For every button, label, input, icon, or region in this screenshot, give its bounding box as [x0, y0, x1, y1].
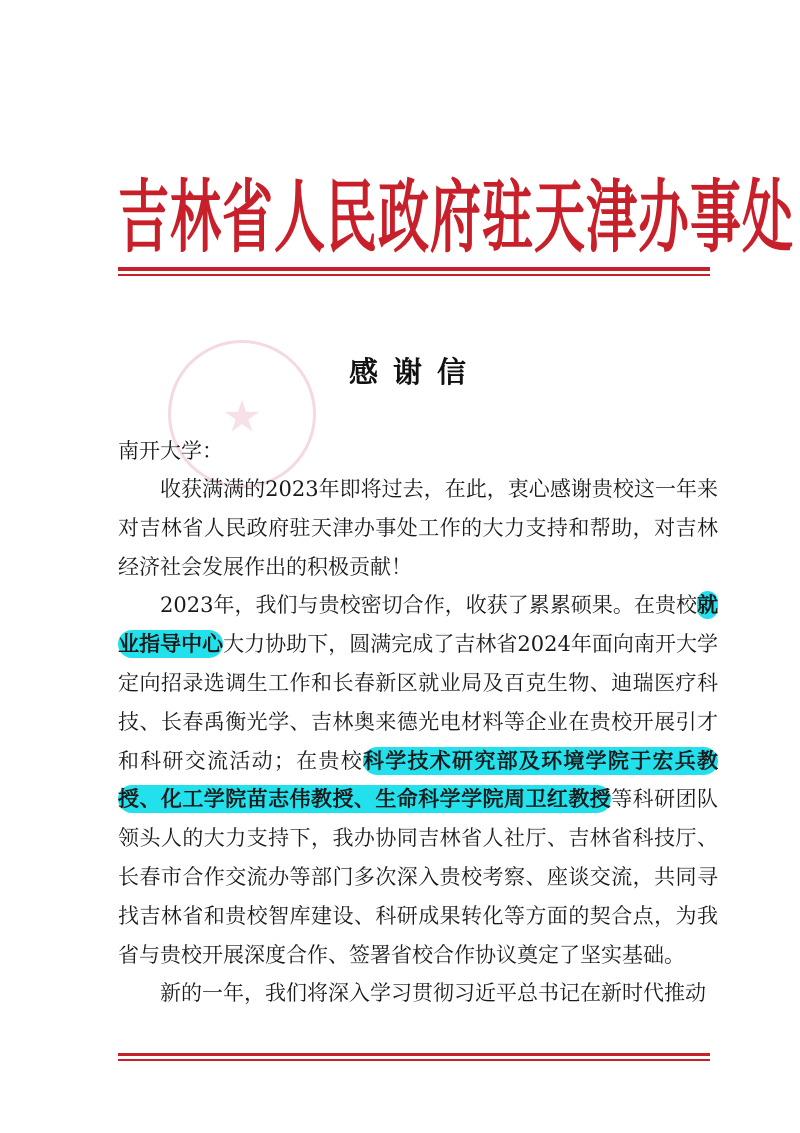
paragraph-2-text-2: 大力协助下，圆满完成了吉林省2024年面向南开大学定向招录选调生工作和长春新区就业局及百克生物、迪瑞医疗科技、长春禹衡光学、吉林奥来德光电材料等企业在贵校开展引才和科研交流活动；在贵校: [118, 632, 718, 773]
paragraph-2-text-1: 2023年，我们与贵校密切合作，收获了累累硕果。在贵校: [160, 593, 697, 618]
letter-body: [118, 432, 718, 1013]
salutation: 南开大学：: [118, 439, 223, 463]
highlight-research-teams: 科学技术研究部及环境学院于宏兵教授、化工学院苗志伟教授、生命科学学院周卫红教授: [118, 748, 719, 812]
letterhead-title: 吉林省人民政府驻天津办事处: [118, 172, 795, 265]
footer-rule-thick: [118, 1053, 710, 1056]
letterhead-rule-thin: [118, 274, 710, 276]
letterhead-rule-thick: [118, 267, 710, 271]
paragraph-1: 收获满满的2023年即将过去，在此，衷心感谢贵校这一年来对吉林省人民政府驻天津办事处工作的大力支持和帮助，对吉林经济社会发展作出的积极贡献！: [118, 477, 718, 579]
paragraph-3: 新的一年，我们将深入学习贯彻习近平总书记在新时代推动: [160, 981, 706, 1006]
letter-title: 感谢信: [348, 355, 481, 389]
paragraph-2-text-3: 等科研团队领头人的大力支持下，我办协同吉林省人社厅、吉林省科技厅、长春市合作交流办等部门多次深入贵校考察、座谈交流，共同寻找吉林省和贵校智库建设、科研成果转化等方面的契合点，为我省与贵校开展深度合作、签署省校合作协议奠定了坚实基础。: [118, 787, 719, 967]
footer-rule-thin: [118, 1059, 710, 1061]
seal-star-icon: ★: [222, 391, 262, 443]
paragraph-2: [118, 586, 718, 974]
highlight-employment-center: 就业指导中心: [118, 593, 718, 657]
